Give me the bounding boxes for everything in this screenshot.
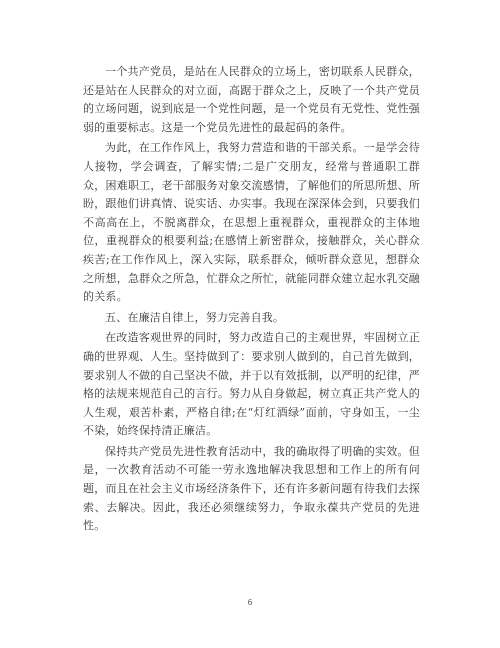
paragraph-worldview: 在改造客观世界的同时，努力改造自己的主观世界，牢固树立正确的世界观、人生。坚持做到了：要求别人做到的，自己首先做到，要求别人不做的自己坚决不做，并于以有效抵制，以严明的纪律，严格的法规来规范自己的言行。努力从自身做起，树立真正共产党人的人生观，艰苦朴素，严格自律;在“灯红酒绿”面前，守身如玉，一尘不染，始终保持清正廉洁。 — [83, 331, 420, 438]
paragraph-party-member-stance: 一个共产党员，是站在人民群众的立场上，密切联系人民群众，还是站在人民群众的对立面，高踞于群众之上，反映了一个共产党员的立场问题，说到底是一个党性问题，是一个党员有无党性、党性强弱的重要标志。这是一个党员先进性的最起码的条件。 — [83, 65, 420, 134]
document-body — [83, 63, 420, 538]
section-heading-self-discipline: 五、在廉洁自律上，努力完善自我。 — [105, 310, 285, 324]
paragraph-conclusion: 保持共产党员先进性教育活动中，我的确取得了明确的实效。但是，一次教育活动不可能一劳永逸地解决我思想和工作上的所有问题，而且在社会主义市场经济条件下，还有许多新问题有待我们去探索、去解决。因此，我还必须继续努力，争取永葆共产党员的先进性。 — [83, 444, 420, 533]
page-number: 6 — [247, 598, 253, 607]
paragraph-work-style: 为此，在工作作风上，我努力营造和谐的干部关系。一是学会待人接物，学会调查，了解实情;二是广交朋友，经常与普通职工群众，困难职工，老干部服务对象交流感情，了解他们的所思所想、所盼，跟他们讲真情、说实话、办实事。我现在深深体会到，只要我们不高高在上，不脱离群众，在思想上重视群众，重视群众的主体地位，重视群众的根要利益;在感情上新密群众，接触群众，关心群众疾苦;在工作作风上，深入实际，联系群众，倾听群众意见，想群众之所想，急群众之所急，忙群众之所忙，就能同群众建立起水乳交融的关系。 — [83, 141, 420, 304]
